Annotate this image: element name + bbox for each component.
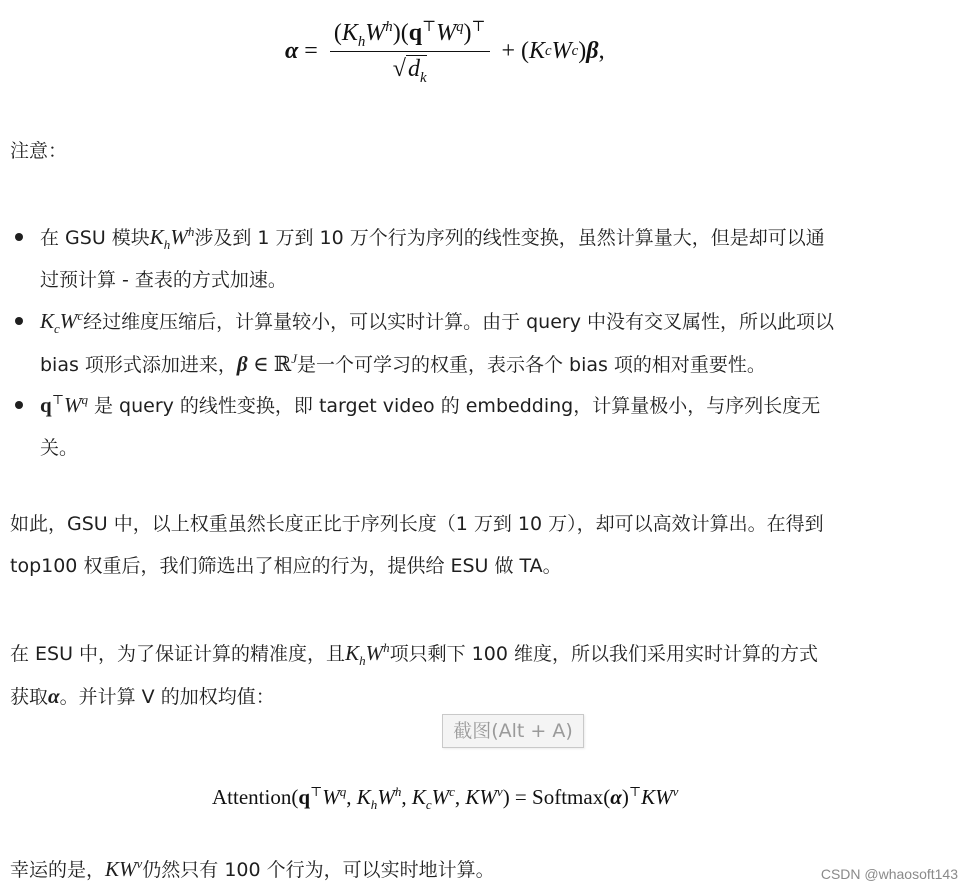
screenshot-tooltip: 截图(Alt + A) — [442, 714, 584, 748]
attention-label: Attention — [212, 785, 292, 809]
bullet-text: 是一个可学习的权重，表示各个 bias 项的相对重要性。 — [296, 354, 766, 376]
math-khwh: $K_hW^h$ — [149, 224, 195, 253]
list-item — [40, 384, 960, 469]
list-item — [40, 216, 960, 301]
attention-formula: $Attention(q^⊤W^q$, $K_hW^h$, $K_cW^c$, $KW^v$) = $Softmax(\alpha)^⊤KW^v$ — [212, 784, 679, 813]
alpha-formula: α = $\frac{(K_hW^h)(q^⊤W^q)^⊤}{√d_k}$ + ( K c W c ) β , — [285, 18, 605, 86]
paragraph-line: top100 权重后，我们筛选出了相应的行为，提供给 ESU 做 TA。 — [10, 555, 562, 577]
bullet-text: 是 query 的线性变换，即 target video 的 embedding，计算量极小，与序列长度无 — [87, 395, 821, 417]
note-heading: 注意： — [10, 140, 68, 162]
bullet-dot — [15, 401, 23, 409]
paragraph — [10, 503, 960, 587]
math-kwv: $KW^v$ — [105, 856, 143, 881]
watermark: CSDN @whaosoft143 — [820, 866, 958, 882]
formula-fraction: $\frac{(K_hW^h)(q^⊤W^q)^⊤}{√d_k}$ — [330, 20, 490, 83]
bullet-text: 经过维度压缩后，计算量较小，可以实时计算。由于 query 中没有交叉属性，所以此项以 — [83, 311, 835, 333]
paragraph — [10, 632, 960, 718]
paragraph-line: 项只剩下 100 维度，所以我们采用实时计算的方式 — [389, 643, 818, 665]
math-qtwq: $q^⊤W^q$ — [40, 392, 88, 417]
paragraph-line: 获取 — [10, 686, 49, 708]
math-beta-in-r: β ∈ ℝ$^J$ — [236, 351, 297, 376]
math-kcwc: $K_cW^c$ — [40, 308, 84, 337]
list-item — [40, 300, 960, 386]
paragraph-line: 在 ESU 中，为了保证计算的精准度，且 — [10, 643, 346, 665]
bullet-text: 过预计算 - 查表的方式加速。 — [40, 269, 287, 291]
math-alpha: α — [48, 684, 60, 708]
bullet-text: bias 项形式添加进来， — [40, 354, 237, 376]
paragraph — [10, 848, 960, 891]
math-khwh: $K_hW^h$ — [345, 640, 390, 669]
softmax-label: Softmax — [532, 785, 604, 809]
bullet-text: 在 GSU 模块 — [40, 227, 150, 249]
bullet-text: 涉及到 1 万到 10 万个行为序列的线性变换，虽然计算量大，但是却可以通 — [194, 227, 825, 249]
paragraph-line: 仍然只有 100 个行为，可以实时地计算。 — [142, 859, 495, 881]
paragraph-line: 如此，GSU 中，以上权重虽然长度正比于序列长度（1 万到 10 万），却可以高效计算出。在得到 — [10, 513, 824, 535]
bullet-text: 关。 — [40, 437, 79, 459]
bullet-dot — [15, 317, 23, 325]
bullet-dot — [15, 233, 23, 241]
paragraph-line: 。并计算 V 的加权均值： — [59, 686, 275, 708]
paragraph-line: 幸运的是， — [10, 859, 106, 881]
